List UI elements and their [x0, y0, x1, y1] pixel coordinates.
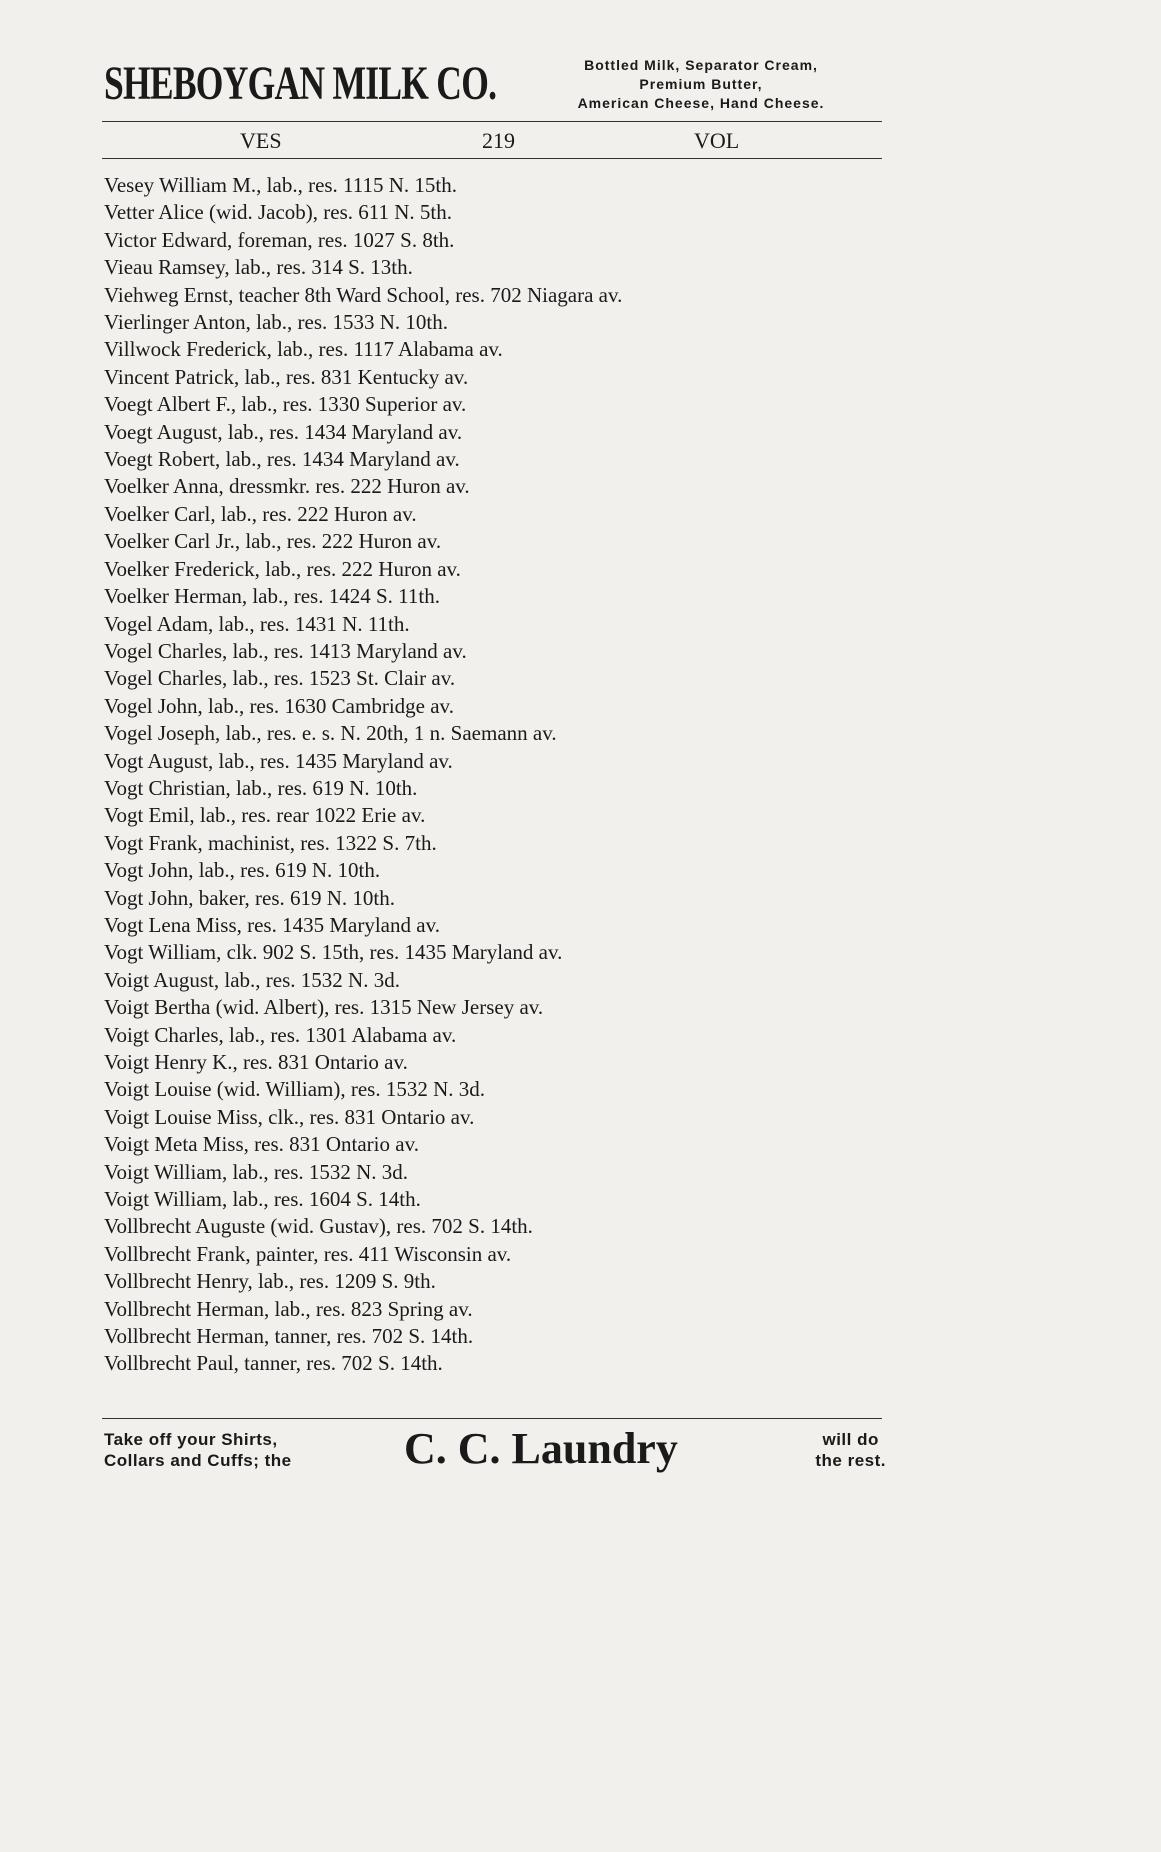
laundry-name: C. C. Laundry [404, 1424, 678, 1473]
directory-entry: Voelker Anna, dressmkr. res. 222 Huron av. [104, 474, 470, 499]
divider [102, 1418, 882, 1419]
directory-entry: Voelker Carl Jr., lab., res. 222 Huron av. [104, 529, 442, 554]
directory-entry: Voigt Louise (wid. William), res. 1532 N. 3d. [104, 1077, 486, 1102]
top-advertisement [104, 52, 886, 116]
directory-entry: Villwock Frederick, lab., res. 1117 Alabama av. [104, 337, 503, 362]
directory-entry: Vieau Ramsey, lab., res. 314 S. 13th. [104, 255, 413, 280]
advertiser-name: SHEBOYGAN MILK CO. [104, 57, 497, 110]
divider [102, 121, 882, 122]
divider [102, 158, 882, 159]
products-line: American Cheese, Hand Cheese. [577, 95, 825, 111]
ad-lead-text [104, 1429, 292, 1471]
directory-entry: Vogt August, lab., res. 1435 Maryland av. [104, 748, 453, 773]
first-entry-guide: VES [240, 128, 282, 153]
directory-entry: Vogel Joseph, lab., res. e. s. N. 20th, 1 n. Saemann av. [104, 721, 557, 746]
directory-entry: Vogt William, clk. 902 S. 15th, res. 1435 Maryland av. [104, 940, 563, 965]
ad-lead-line: Collars and Cuffs; the [104, 1451, 292, 1470]
directory-entry: Vogt Lena Miss, res. 1435 Maryland av. [104, 912, 440, 937]
advertised-products [516, 56, 886, 113]
ad-tail-line: the rest. [815, 1451, 886, 1470]
directory-entry: Vierlinger Anton, lab., res. 1533 N. 10th. [104, 310, 449, 335]
directory-entry: Voegt Robert, lab., res. 1434 Maryland av. [104, 447, 460, 472]
directory-entry: Voigt William, lab., res. 1604 S. 14th. [104, 1187, 421, 1212]
directory-entry: Voelker Herman, lab., res. 1424 S. 11th. [104, 584, 440, 609]
directory-entry: Voigt August, lab., res. 1532 N. 3d. [104, 967, 400, 992]
directory-entry: Voigt Charles, lab., res. 1301 Alabama av. [104, 1022, 457, 1047]
ad-lead-line: Take off your Shirts, [104, 1430, 278, 1449]
directory-entry: Vollbrecht Henry, lab., res. 1209 S. 9th. [104, 1269, 436, 1294]
directory-entry: Vogt John, baker, res. 619 N. 10th. [104, 885, 395, 910]
directory-entry: Vollbrecht Paul, tanner, res. 702 S. 14th. [104, 1351, 443, 1376]
directory-entry: Vogt Christian, lab., res. 619 N. 10th. [104, 775, 418, 800]
directory-entry: Voigt William, lab., res. 1532 N. 3d. [104, 1159, 409, 1184]
directory-entry: Victor Edward, foreman, res. 1027 S. 8th. [104, 227, 455, 252]
directory-entry: Vollbrecht Auguste (wid. Gustav), res. 702 S. 14th. [104, 1214, 533, 1239]
ad-tail-text [815, 1429, 886, 1471]
directory-entry: Vogel Charles, lab., res. 1413 Maryland av. [104, 638, 467, 663]
directory-entry: Vesey William M., lab., res. 1115 N. 15th. [104, 173, 458, 197]
directory-entry: Vogt Emil, lab., res. rear 1022 Erie av. [104, 803, 426, 828]
ad-tail-line: will do [822, 1430, 879, 1449]
directory-entry: Vollbrecht Frank, painter, res. 411 Wisconsin av. [104, 1241, 512, 1266]
directory-entry: Vincent Patrick, lab., res. 831 Kentucky av. [104, 364, 469, 389]
products-line: Premium Butter, [639, 76, 763, 92]
directory-entries [104, 172, 884, 1378]
page-number: 219 [482, 128, 515, 153]
directory-entry: Voelker Carl, lab., res. 222 Huron av. [104, 501, 417, 526]
directory-entry: Vogel Adam, lab., res. 1431 N. 11th. [104, 611, 410, 636]
directory-entry: Voegt Albert F., lab., res. 1330 Superior av. [104, 392, 467, 417]
directory-entry: Vogel Charles, lab., res. 1523 St. Clair av. [104, 666, 456, 691]
directory-entry: Voelker Frederick, lab., res. 222 Huron av. [104, 556, 461, 581]
running-head [102, 126, 882, 156]
last-entry-guide: VOL [694, 128, 740, 153]
products-line: Bottled Milk, Separator Cream, [584, 57, 818, 73]
directory-entry: Vogt John, lab., res. 619 N. 10th. [104, 858, 381, 883]
directory-entry: Vogel John, lab., res. 1630 Cambridge av. [104, 693, 454, 718]
directory-entry: Voigt Meta Miss, res. 831 Ontario av. [104, 1132, 419, 1157]
directory-entry: Vollbrecht Herman, tanner, res. 702 S. 14th. [104, 1324, 474, 1349]
directory-entry: Vetter Alice (wid. Jacob), res. 611 N. 5th. [104, 200, 452, 225]
directory-entry: Vollbrecht Herman, lab., res. 823 Spring av. [104, 1296, 473, 1321]
bottom-advertisement [104, 1426, 886, 1476]
directory-entry: Voegt August, lab., res. 1434 Maryland av. [104, 419, 463, 444]
directory-entry: Voigt Bertha (wid. Albert), res. 1315 New Jersey av. [104, 995, 544, 1020]
directory-entry: Viehweg Ernst, teacher 8th Ward School, res. 702 Niagara av. [104, 282, 623, 307]
directory-entry: Voigt Henry K., res. 831 Ontario av. [104, 1050, 408, 1074]
directory-entry: Vogt Frank, machinist, res. 1322 S. 7th. [104, 830, 437, 855]
directory-entry: Voigt Louise Miss, clk., res. 831 Ontario av. [104, 1104, 475, 1129]
